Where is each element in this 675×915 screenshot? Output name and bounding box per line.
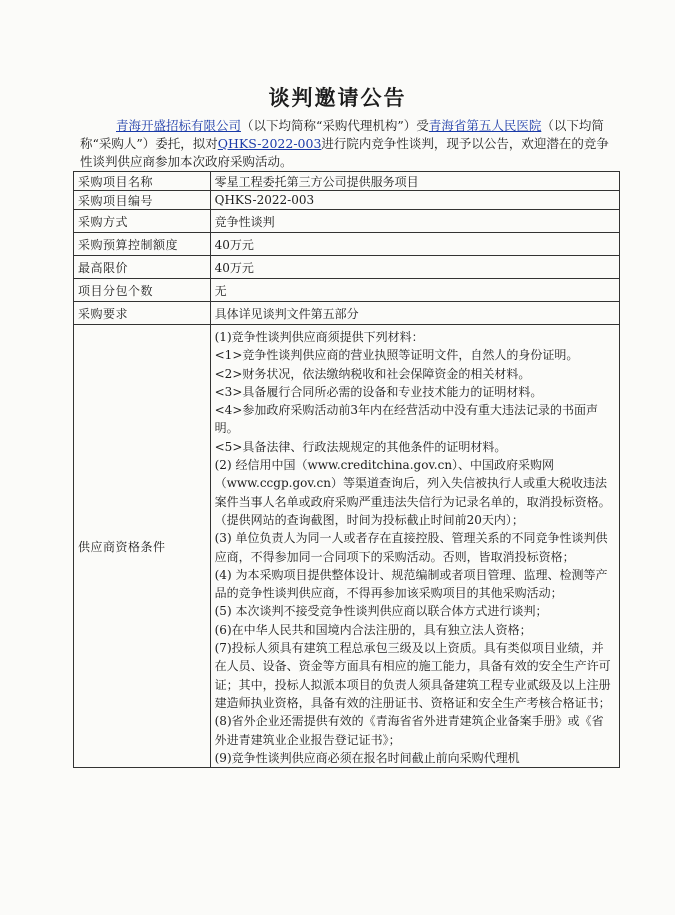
table-row-qualifications: [74, 325, 620, 768]
row-value: 竞争性谈判: [210, 210, 619, 233]
row-value: 无: [210, 279, 619, 302]
row-value: 40万元: [210, 233, 619, 256]
row-key: 采购方式: [74, 210, 211, 233]
row-key: 采购要求: [74, 302, 211, 325]
qualification-item: (2) 经信用中国（www.creditchina.gov.cn）、中国政府采购网（www.ccgp.gov.cn）等渠道查询后，列入失信被执行人或重大税收违法案件当事人名单或政府采购严重违法失信行为记录名单的，取消投标资格。（提供网站的查询截图，时间为投标截止时间前20天内）；: [214, 458, 611, 527]
qualification-item: <4>参加政府采购活动前3年内在经营活动中没有重大违法记录的书面声明。: [214, 403, 599, 436]
qualification-list: [210, 325, 619, 768]
qualification-item: (9)竞争性谈判供应商必须在报名时间截止前向采购代理机: [214, 750, 520, 765]
row-value: 零星工程委托第三方公司提供服务项目: [210, 172, 619, 191]
qualification-item: <3>具备履行合同所必需的设备和专业技术能力的证明材料。: [214, 384, 543, 399]
purchaser-link[interactable]: 青海省第五人民医院: [428, 118, 542, 133]
table-row: [74, 233, 620, 256]
qualification-item: <5>具备法律、行政法规规定的其他条件的证明材料。: [214, 439, 507, 454]
qualification-item: (5) 本次谈判不接受竞争性谈判供应商以联合体方式进行谈判；: [214, 604, 548, 619]
row-key: 项目分包个数: [74, 279, 211, 302]
procurement-table: [73, 171, 620, 768]
qualification-item: (6)在中华人民共和国境内合法注册的，具有独立法人资格；: [214, 622, 532, 637]
table-row: [74, 302, 620, 325]
qualification-label: 供应商资格条件: [74, 325, 211, 768]
row-value: 40万元: [210, 256, 619, 279]
table-row: [74, 191, 620, 210]
table-row: [74, 279, 620, 302]
qualification-item: (8)省外企业还需提供有效的《青海省省外进青建筑企业备案手册》或《省外进青建筑业企业报告登记证书》；: [214, 714, 604, 747]
row-value: 具体详见谈判文件第五部分: [210, 302, 619, 325]
table-row: [74, 172, 620, 191]
intro-paragraph: 青海开盛招标有限公司（以下均简称“采购代理机构”）受青海省第五人民医院（以下均简称“采购人”）委托，拟对QHKS-2022-003进行院内竞争性谈判，现予以公告，欢迎潜在的竞争性谈判供应商参加本次政府采购活动。: [80, 118, 609, 169]
row-key: 采购预算控制额度: [74, 233, 211, 256]
row-key: 采购项目名称: [74, 172, 211, 191]
qualification-item: <2>财务状况，依法缴纳税收和社会保障资金的相关材料。: [214, 366, 531, 381]
qualification-item: <1>竞争性谈判供应商的营业执照等证明文件，自然人的身份证明。: [214, 348, 579, 363]
qualification-item: (1)竞争性谈判供应商须提供下列材料：: [214, 330, 424, 344]
project-code-link[interactable]: QHKS-2022-003: [217, 136, 322, 151]
table-row: [74, 210, 620, 233]
table-row: [74, 256, 620, 279]
agency-link[interactable]: 青海开盛招标有限公司: [116, 118, 242, 133]
qualification-item: (3) 单位负责人为同一人或者存在直接控股、管理关系的不同竞争性谈判供应商，不得参加同一合同项下的采购活动。否则，皆取消投标资格；: [214, 531, 608, 564]
qualification-item: (4) 为本采购项目提供整体设计、规范编制或者项目管理、监理、检测等产品的竞争性谈判供应商，不得再参加该采购项目的其他采购活动；: [214, 567, 608, 601]
row-key: 最高限价: [74, 256, 211, 279]
qualification-item: (7)投标人须具有建筑工程总承包三级及以上资质。具有类似项目业绩，并在人员、设备、资金等方面具有相应的施工能力，具备有效的安全生产许可证；其中，投标人拟派本项目的负责人须具备建筑工程专业贰级及以上注册建造师执业资格，具备有效的注册证书、资格证和安全生产考核合格证书；: [214, 641, 611, 710]
page-title: 谈判邀请公告: [268, 86, 407, 110]
row-value: QHKS-2022-003: [210, 191, 619, 210]
row-key: 采购项目编号: [74, 191, 211, 210]
